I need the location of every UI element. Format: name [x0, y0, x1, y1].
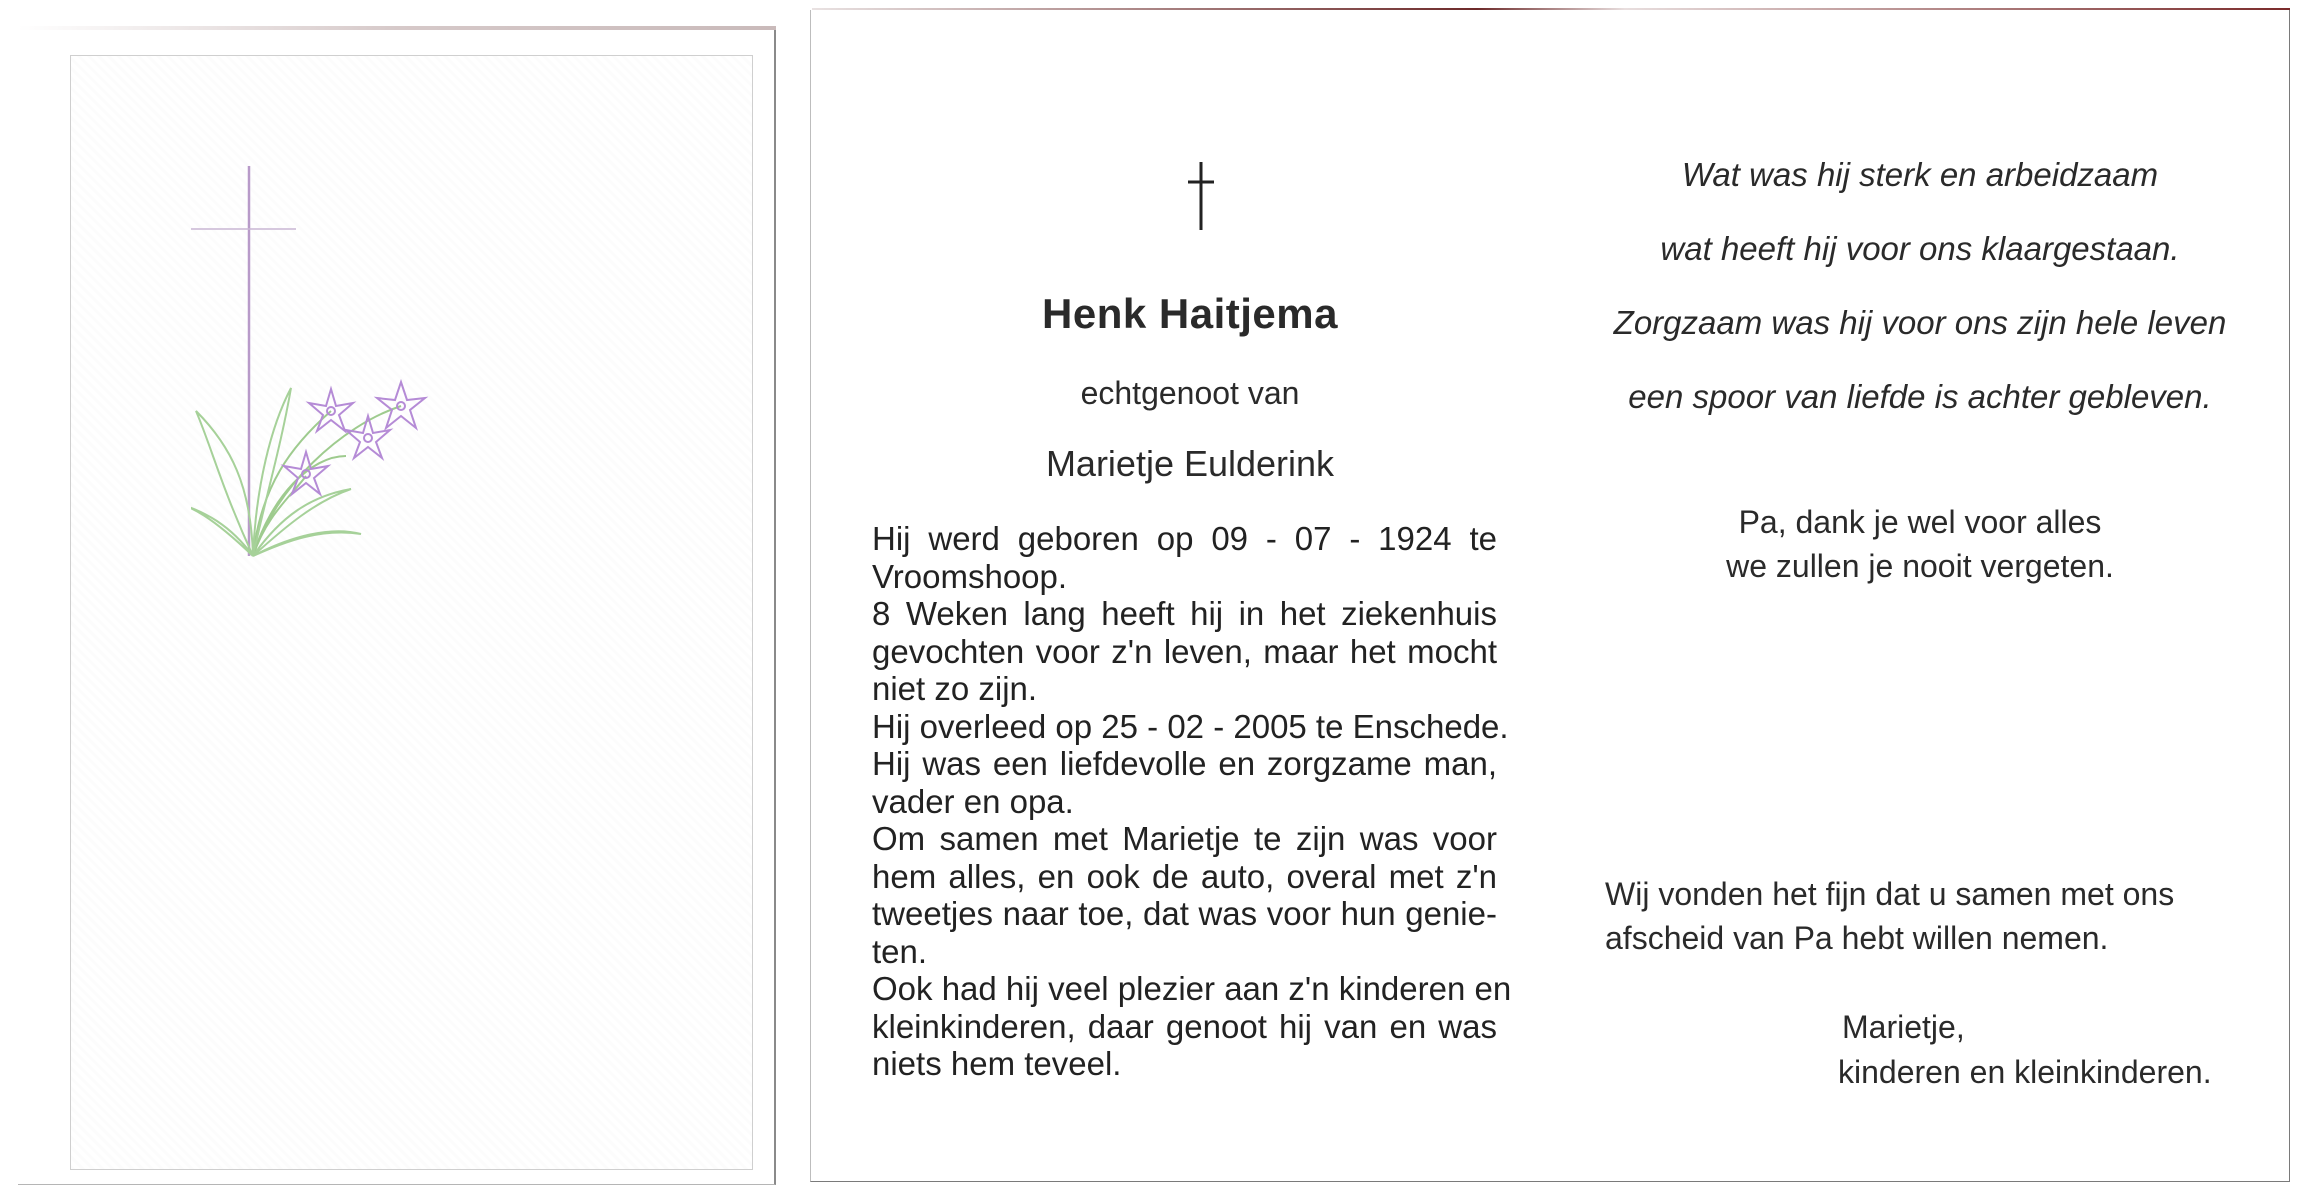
biography-line: gevochten voor z'n leven, maar het mocht — [872, 632, 1497, 670]
poem — [1595, 155, 2245, 451]
poem-line: wat heeft hij voor ons klaargestaan. — [1660, 230, 2180, 267]
biography-line: Hij werd geboren op 09 - 07 - 1924 te — [872, 520, 1497, 557]
biography-line: Ook had hij veel plezier aan z'n kinderen en — [872, 970, 1512, 1007]
biography-line: Hij was een liefdevolle en zorgzame man, — [872, 745, 1497, 782]
cover-frame — [70, 55, 753, 1170]
thanks-to-father — [1595, 500, 2245, 588]
biography-line: vader en opa. — [872, 782, 1074, 820]
biography-line: Om samen met Marietje te zijn was voor — [872, 820, 1497, 857]
gratitude-note — [1605, 872, 2245, 960]
gratitude-line: Wij vonden het fijn dat u samen met ons — [1605, 876, 2175, 912]
memorial-card-cover — [18, 30, 776, 1185]
biography-line: Hij overleed op 25 - 02 - 2005 te Enschede. — [872, 707, 1509, 745]
signature-line: Marietje, — [1842, 1009, 1965, 1045]
signature — [1838, 1005, 2212, 1095]
biography-line: niets hem teveel. — [872, 1045, 1122, 1082]
biography-line: kleinkinderen, daar genoot hij van en was — [872, 1007, 1497, 1045]
biography-line: ten. — [872, 932, 928, 970]
thanks-line: we zullen je nooit vergeten. — [1726, 548, 2114, 584]
poem-line: een spoor van liefde is achter gebleven. — [1628, 378, 2212, 415]
biography-line: hem alles, en ook de auto, overal met z'n — [872, 857, 1497, 895]
biography-line: tweetjes naar toe, dat was voor hun genie- — [872, 895, 1497, 932]
biography-line: Vroomshoop. — [872, 557, 1068, 595]
poem-line: Wat was hij sterk en arbeidzaam — [1681, 156, 2159, 193]
cross-icon — [1186, 160, 1216, 232]
poem-line: Zorgzaam was hij voor ons zijn hele leven — [1613, 304, 2227, 341]
gratitude-line: afscheid van Pa hebt willen nemen. — [1605, 920, 2109, 956]
deceased-name: Henk Haitjema — [1042, 290, 1338, 337]
biography-line: niet zo zijn. — [872, 670, 1038, 707]
thanks-line: Pa, dank je wel voor alles — [1738, 504, 2102, 540]
cross-with-lilies-icon — [191, 156, 491, 576]
relation-text: echtgenoot van — [1080, 375, 1300, 411]
signature-line: kinderen en kleinkinderen. — [1838, 1054, 2212, 1090]
spouse-name: Marietje Eulderink — [1045, 443, 1335, 484]
biography — [872, 520, 1512, 1083]
biography-line: 8 Weken lang heeft hij in het ziekenhuis — [872, 595, 1497, 632]
